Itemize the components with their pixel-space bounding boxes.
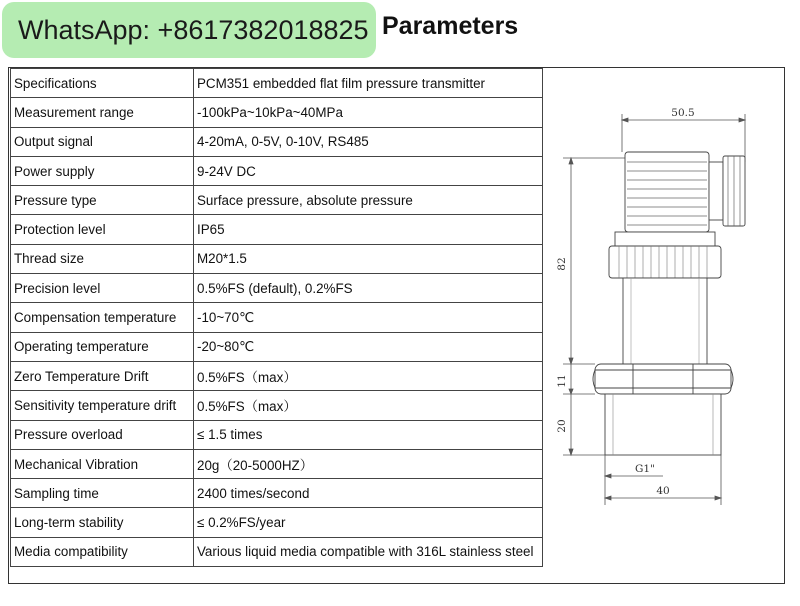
dim-label-body-height: 82 <box>556 257 568 271</box>
parameter-value: Various liquid media compatible with 316L stainless steel <box>194 537 543 566</box>
table-row <box>11 127 543 156</box>
parameter-label: Compensation temperature <box>11 303 194 332</box>
parameter-value: 9-24V DC <box>194 156 543 185</box>
dim-label-bottom-width: 40 <box>656 485 670 497</box>
table-row <box>11 420 543 449</box>
whatsapp-banner <box>2 2 376 58</box>
table-row <box>11 274 543 303</box>
table-row <box>11 391 543 420</box>
table-row <box>11 98 543 127</box>
parameter-value: 0.5%FS (default), 0.2%FS <box>194 274 543 303</box>
parameter-label: Specifications <box>11 69 194 98</box>
table-row <box>11 215 543 244</box>
parameter-label: Long-term stability <box>11 508 194 537</box>
parameter-label: Measurement range <box>11 98 194 127</box>
parameter-value: -20~80℃ <box>194 332 543 361</box>
connector-head <box>625 152 745 232</box>
parameter-label: Sampling time <box>11 479 194 508</box>
parameter-value: M20*1.5 <box>194 244 543 273</box>
whatsapp-text: WhatsApp: +8617382018825 <box>18 14 369 45</box>
table-row <box>11 186 543 215</box>
transmitter-body <box>623 278 707 364</box>
parameter-label: Thread size <box>11 244 194 273</box>
table-row <box>11 244 543 273</box>
table-row <box>11 449 543 478</box>
parameters-table <box>10 68 543 567</box>
parameter-label: Power supply <box>11 156 194 185</box>
table-row <box>11 303 543 332</box>
dim-label-thread-height: 20 <box>556 419 568 433</box>
parameter-value: 20g（20-5000HZ） <box>194 449 543 478</box>
table-row <box>11 361 543 390</box>
parameter-label: Operating temperature <box>11 332 194 361</box>
parameter-label: Pressure type <box>11 186 194 215</box>
parameter-value: 0.5%FS（max） <box>194 361 543 390</box>
parameter-value: 2400 times/second <box>194 479 543 508</box>
parameter-label: Output signal <box>11 127 194 156</box>
parameter-label: Mechanical Vibration <box>11 449 194 478</box>
parameter-label: Media compatibility <box>11 537 194 566</box>
dim-label-top-width: 50.5 <box>671 107 695 119</box>
table-row <box>11 332 543 361</box>
parameter-value: -100kPa~10kPa~40MPa <box>194 98 543 127</box>
page-title: Parameters <box>382 12 519 40</box>
table-row <box>11 537 543 566</box>
dimension-bottom <box>605 455 721 505</box>
parameter-value: Surface pressure, absolute pressure <box>194 186 543 215</box>
parameter-value: ≤ 0.2%FS/year <box>194 508 543 537</box>
parameter-label: Zero Temperature Drift <box>11 361 194 390</box>
parameters-table-body <box>11 69 543 567</box>
parameter-label: Pressure overload <box>11 420 194 449</box>
parameter-value: -10~70℃ <box>194 303 543 332</box>
thread-label: G1" <box>635 463 655 475</box>
parameter-label: Sensitivity temperature drift <box>11 391 194 420</box>
hex-nut <box>593 364 733 394</box>
dim-label-hex-height: 11 <box>556 374 568 388</box>
transmitter-dimension-drawing <box>545 70 783 582</box>
parameter-value: IP65 <box>194 215 543 244</box>
table-row <box>11 479 543 508</box>
parameter-label: Protection level <box>11 215 194 244</box>
parameter-value: PCM351 embedded flat film pressure transmitter <box>194 69 543 98</box>
table-row <box>11 69 543 98</box>
parameter-value: 0.5%FS（max） <box>194 391 543 420</box>
table-row <box>11 508 543 537</box>
parameter-label: Precision level <box>11 274 194 303</box>
table-row <box>11 156 543 185</box>
parameter-value: ≤ 1.5 times <box>194 420 543 449</box>
thread-section <box>605 394 721 455</box>
parameter-value: 4-20mA, 0-5V, 0-10V, RS485 <box>194 127 543 156</box>
knurled-nut <box>609 232 721 278</box>
